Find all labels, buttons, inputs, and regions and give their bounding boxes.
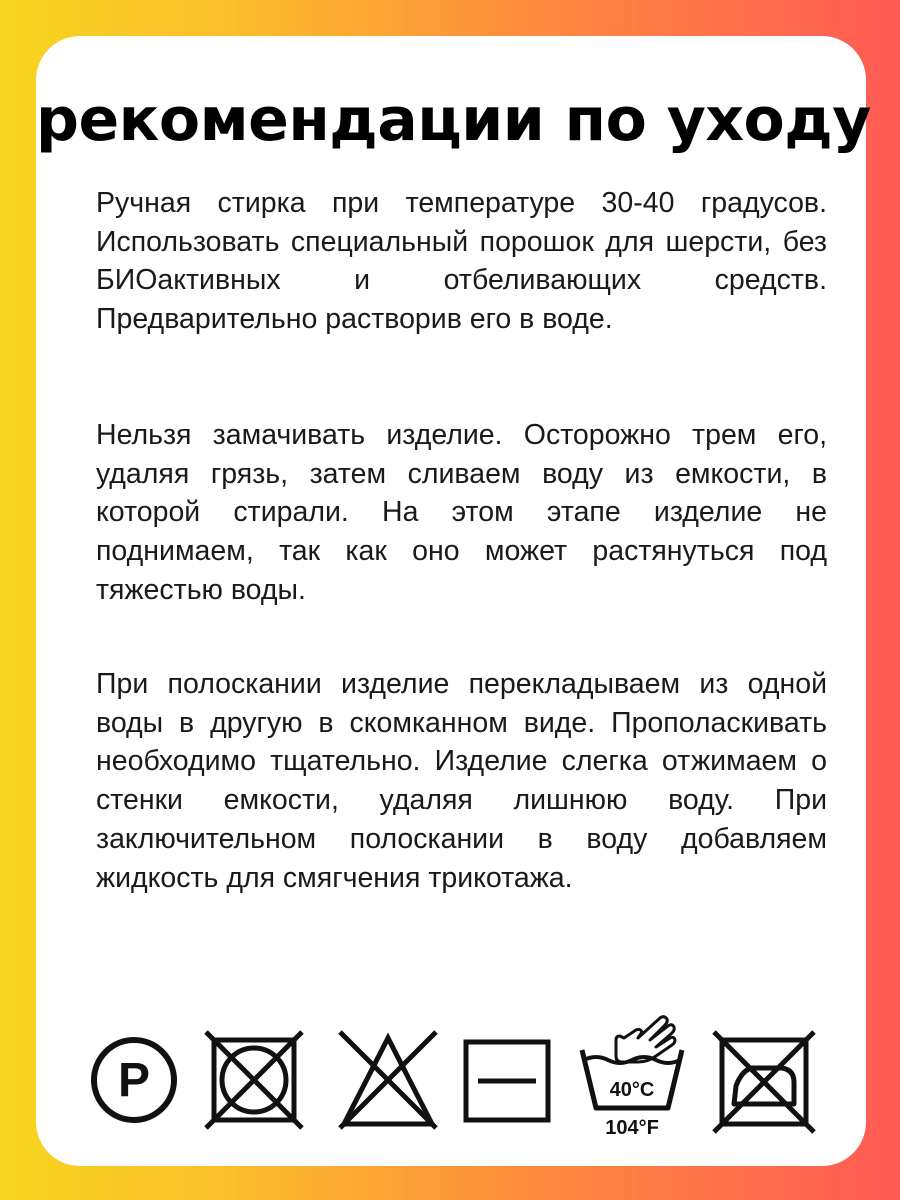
no-bleach-icon: [336, 1028, 440, 1132]
care-symbols-row: [86, 1024, 826, 1144]
dry-flat-icon: [462, 1038, 552, 1124]
professional-cleaning-icon: [90, 1036, 178, 1124]
no-iron-icon: [712, 1026, 816, 1134]
no-tumble-dry-icon: [202, 1028, 306, 1132]
hand-wash-temp-f: 104°F: [605, 1117, 659, 1139]
professional-cleaning-letter: P: [117, 1054, 151, 1107]
hand-wash-icon: [576, 1010, 688, 1140]
page-title: рекомендации по уходу: [36, 85, 871, 155]
care-paragraph-no-soaking: Нельзя замачивать изделие. Осторожно трем его, удаляя грязь, затем сливаем воду из емкости, в которой стирали. На этом этапе изделие не поднимаем, так как оно может растянуться под тяжестью воды.: [96, 419, 827, 606]
care-paragraph-washing: Ручная стирка при температуре 30-40 градусов. Использовать специальный порошок для шерсти, без БИОактивных и отбеливающих средств. Предварительно растворив его в воде.: [96, 187, 827, 336]
care-paragraph-rinsing: При полоскании изделие перекладываем из одной воды в другую в скомканном виде. Прополаскивать необходимо тщательно. Изделие слегка отжимаем о стенки емкости, удаляя лишнюю воду. При заключительном полоскании в воду добавляем жидкость для смягчения трикотажа.: [96, 668, 827, 894]
hand-wash-temp-c: 40°C: [609, 1079, 655, 1101]
care-card: [36, 36, 871, 1166]
